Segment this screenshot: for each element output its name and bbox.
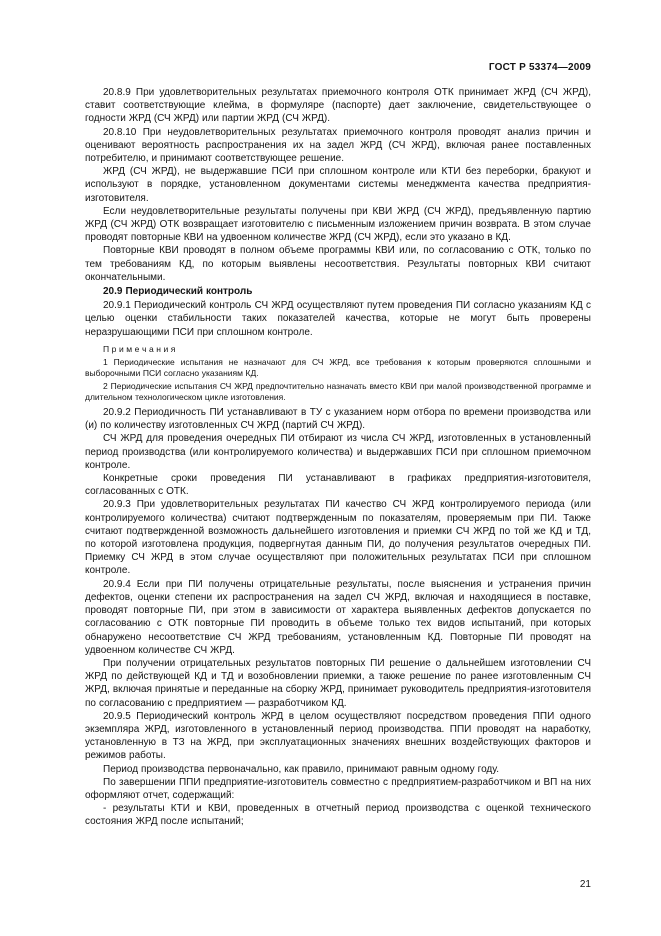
paragraph: 20.8.9 При удовлетворительных результатах приемочного контроля ОТК принимает ЖРД (СЧ ЖРД), ставит соответствующие клейма, в формуляре (паспорте) дает заключение, свидетельствующее о годности ЖРД (СЧ ЖРД) или партии ЖРД (СЧ ЖРД).: [85, 87, 591, 125]
document-header: [85, 62, 591, 73]
paragraph: 20.9.5 Периодический контроль ЖРД в целом осуществляют посредством проведения ППИ одного экземпляра ЖРД, изготовленного в установленный период производства. ППИ проводят на наработку, установленную в ТЗ на ЖРД, при эксплуатационных значениях внешних воздействующих факторов и режимов работы.: [85, 710, 591, 762]
paragraph: 20.9.4 Если при ПИ получены отрицательные результаты, после выяснения и устранения причин дефектов, оценки степени их распространения на задел СЧ ЖРД, включая и находящиеся в поставке, проводят повторные ПИ, при этом в зависимости от характера выявленных дефектов допускается по согласованию с ОТК повторные ПИ проводить в объеме только тех видов испытаний, при которых обнаружено несоответствие СЧ ЖРД требованиям, установленным КД. Повторные ПИ проводят на удвоенном количестве СЧ ЖРД.: [85, 578, 591, 656]
paragraph: Конкретные сроки проведения ПИ устанавливают в графиках предприятия-изготовителя, согласованных с ОТК.: [85, 473, 591, 498]
note-paragraph: 2 Периодические испытания СЧ ЖРД предпочтительно назначать вместо КВИ при малой производственной программе и длительном технологическом цикле изготовления.: [85, 381, 591, 403]
notes-label: П р и м е ч а н и я: [103, 343, 176, 354]
paragraph: При получении отрицательных результатов повторных ПИ решение о дальнейшем изготовлении СЧ ЖРД по действующей КД и ТД и возобновлении приемки, а также решение по ранее изготовленным СЧ ЖРД, включая принятые и переданные на сборку ЖРД, принимает руководитель предприятия-изготовителя по согласованию с предприятием — разработчиком КД.: [85, 657, 591, 709]
note-paragraph: 1 Периодические испытания не назначают для СЧ ЖРД, все требования к которым проверяются сплошными и выборочными ПСИ согласно указаниям КД.: [85, 356, 591, 378]
paragraph: ЖРД (СЧ ЖРД), не выдержавшие ПСИ при сплошном контроле или КТИ без переборки, бракуют и используют в порядке, установленном документами системы менеджмента качества предприятия-изготовителя.: [85, 166, 591, 204]
paragraph: 20.9.2 Периодичность ПИ устанавливают в ТУ с указанием норм отбора по времени производства или (и) по количеству изготовленных СЧ ЖРД (партий СЧ ЖРД).: [85, 407, 591, 432]
paragraph: СЧ ЖРД для проведения очередных ПИ отбирают из числа СЧ ЖРД, изготовленных в установленный период производства (или контролируемого количества) и выдержавших ПСИ при сплошном приемочном контроле.: [85, 433, 591, 471]
paragraph: 20.9.3 При удовлетворительных результатах ПИ качество СЧ ЖРД контролируемого периода (или контролируемого количества) считают подтвержденным по показателям, проверяемым при ПИ. Также считают подтвержденной возможность дальнейшего изготовления и приемки СЧ ЖРД по той же КД и ТД, по которой изготовлена продукция, подвергнутая данным ПИ, до получения результатов очередных ПИ. Приемку СЧ ЖРД в этом случае осуществляют при положительных результатах ПСИ при сплошном контроле.: [85, 499, 591, 577]
paragraph: Повторные КВИ проводят в полном объеме программы КВИ или, по согласованию с ОТК, только по тем требованиям КД, по которым выявлены несоответствия. Результаты повторных КВИ считают окончательными.: [85, 245, 591, 283]
section-heading: 20.9 Периодический контроль: [103, 286, 253, 298]
paragraph: - результаты КТИ и КВИ, проведенных в отчетный период производства с оценкой технического состояния ЖРД после испытаний;: [85, 803, 591, 828]
page-number: 21: [579, 879, 591, 890]
paragraph: По завершении ППИ предприятие-изготовитель совместно с предприятием-разработчиком и ВП на них оформляют отчет, содержащий:: [85, 776, 591, 801]
paragraph: Если неудовлетворительные результаты получены при КВИ ЖРД (СЧ ЖРД), предъявленную партию ЖРД (СЧ ЖРД) ОТК возвращает изготовителю с письменным изложением причин возврата. В этом случае проводят повторные КВИ на удвоенном количестве ЖРД (СЧ ЖРД), если это указано в КД.: [85, 205, 591, 244]
document-content: [85, 86, 591, 829]
paragraph: Период производства первоначально, как правило, принимают равным одному году.: [103, 763, 500, 775]
paragraph: 20.9.1 Периодический контроль СЧ ЖРД осуществляют путем проведения ПИ согласно указаниям КД с целью оценки стабильности таких показателей качества, которые не могут быть проверены неразрушающими ПСИ при сплошном контроле.: [85, 300, 591, 338]
standard-number: ГОСТ Р 53374—2009: [488, 62, 591, 73]
page-footer: [85, 879, 591, 890]
paragraph: 20.8.10 При неудовлетворительных результатах приемочного контроля проводят анализ причин и оценивают вероятность распространения их на задел ЖРД (СЧ ЖРД), включая ранее поставленных потребителю, и принимают соответствующее решение.: [85, 126, 591, 165]
